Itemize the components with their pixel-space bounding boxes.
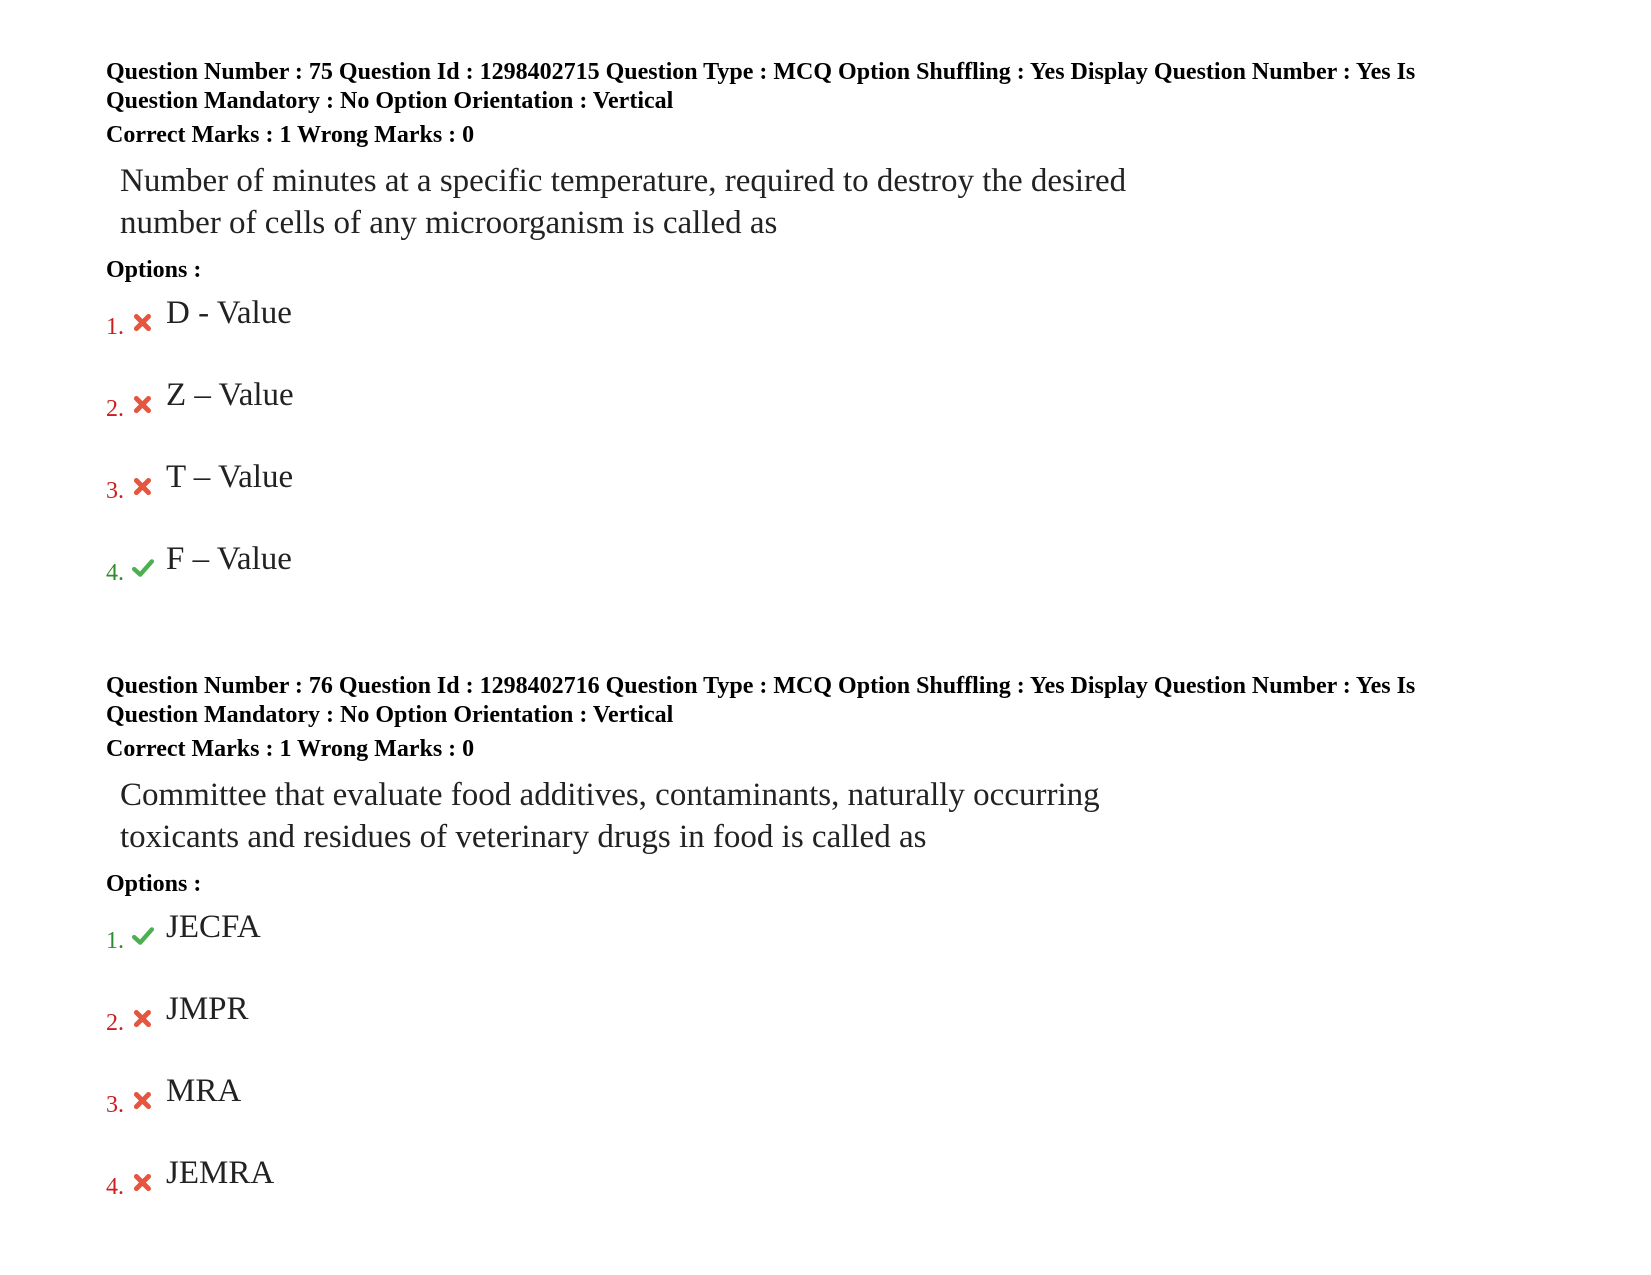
question-text-line: Number of minutes at a specific temperature, required to destroy the desired — [120, 163, 1127, 199]
option-item — [106, 293, 1546, 375]
check-icon — [132, 557, 154, 579]
cross-icon — [132, 393, 154, 415]
option-number: 1. — [106, 314, 124, 340]
option-number: 2. — [106, 1010, 124, 1036]
question-meta: Question Number : 75 Question Id : 1298402715 Question Type : MCQ Option Shuffling : Yes Display Question Number : Yes Is Question Mandatory : No Option Orientation : Vertical — [106, 59, 1416, 114]
options-list — [106, 907, 1546, 1235]
option-item — [106, 375, 1546, 457]
options-list — [106, 293, 1546, 621]
option-number: 1. — [106, 928, 124, 954]
option-item — [106, 457, 1546, 539]
question-text-line: toxicants and residues of veterinary drugs in food is called as — [120, 819, 927, 855]
option-item — [106, 989, 1546, 1071]
option-number: 3. — [106, 478, 124, 504]
option-item — [106, 1153, 1546, 1235]
question-block — [106, 58, 1546, 621]
option-item — [106, 539, 1546, 621]
options-label: Options : — [106, 871, 202, 897]
cross-icon — [132, 311, 154, 333]
options-label: Options : — [106, 257, 202, 283]
question-text — [120, 774, 1240, 858]
cross-icon — [132, 1171, 154, 1193]
option-text: MRA — [166, 1073, 242, 1109]
question-marks: Correct Marks : 1 Wrong Marks : 0 — [106, 736, 475, 762]
question-block — [106, 672, 1546, 1235]
cross-icon — [132, 1007, 154, 1029]
option-text: Z – Value — [166, 377, 294, 413]
question-text — [120, 160, 1240, 244]
check-icon — [132, 925, 154, 947]
option-number: 3. — [106, 1092, 124, 1118]
option-text: JECFA — [166, 909, 261, 945]
option-item — [106, 907, 1546, 989]
question-text-line: number of cells of any microorganism is called as — [120, 205, 778, 241]
option-number: 4. — [106, 560, 124, 586]
question-marks: Correct Marks : 1 Wrong Marks : 0 — [106, 122, 475, 148]
option-text: JMPR — [166, 991, 249, 1027]
option-number: 2. — [106, 396, 124, 422]
question-text-line: Committee that evaluate food additives, contaminants, naturally occurring — [120, 777, 1100, 813]
option-number: 4. — [106, 1174, 124, 1200]
question-meta: Question Number : 76 Question Id : 1298402716 Question Type : MCQ Option Shuffling : Yes Display Question Number : Yes Is Question Mandatory : No Option Orientation : Vertical — [106, 673, 1416, 728]
option-text: JEMRA — [166, 1155, 275, 1191]
cross-icon — [132, 475, 154, 497]
option-text: D - Value — [166, 295, 292, 331]
option-text: T – Value — [166, 459, 294, 495]
option-text: F – Value — [166, 541, 292, 577]
cross-icon — [132, 1089, 154, 1111]
option-item — [106, 1071, 1546, 1153]
